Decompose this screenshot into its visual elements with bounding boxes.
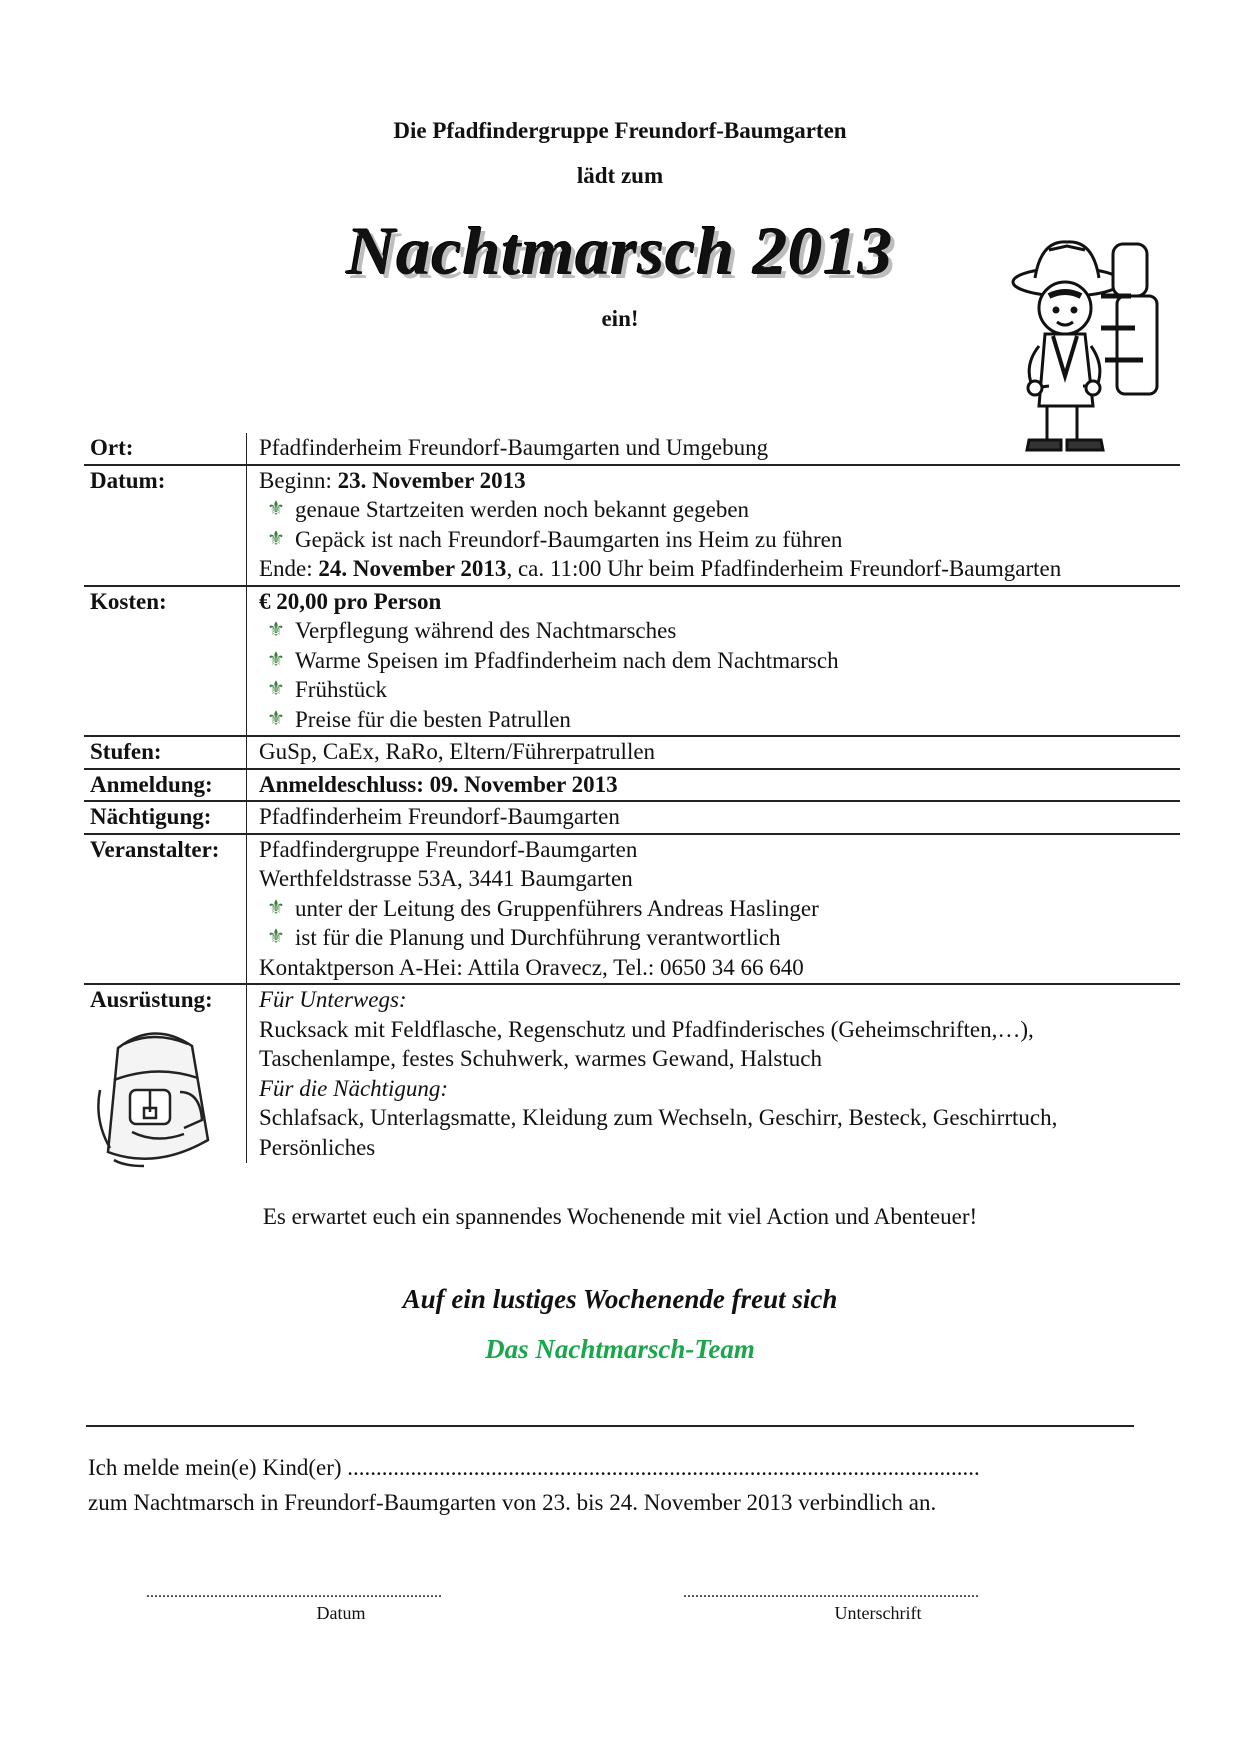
fleur-de-lis-icon: ⚜ <box>267 648 285 671</box>
invite-message: Es erwartet euch ein spannendes Wochenende mit viel Action und Abenteuer! <box>262 1204 978 1229</box>
page-title: Nachtmarsch 2013 <box>346 213 894 289</box>
list-item: ⚜ Warme Speisen im Pfadfinderheim nach dem Nachtmarsch <box>259 646 1180 676</box>
row-label: Stufen: <box>90 739 162 764</box>
row-kosten <box>84 587 1180 738</box>
list-item: ⚜ Gepäck ist nach Freundorf-Baumgarten ins Heim zu führen <box>259 525 1180 555</box>
row-value: GuSp, CaEx, RaRo, Eltern/Führerpatrullen <box>246 737 1180 768</box>
list-item: ⚜ Verpflegung während des Nachtmarsches <box>259 616 1180 646</box>
organizer-line: Die Pfadfindergruppe Freundorf-Baumgarten <box>393 118 847 143</box>
list-item: ⚜ ist für die Planung und Durchführung verantwortlich <box>259 923 1180 953</box>
row-value: Pfadfinderheim Freundorf-Baumgarten <box>246 802 1180 833</box>
equipment-text: Rucksack mit Feldflasche, Regenschutz und Pfadfinderisches (Geheimschriften,…), <box>259 1016 1034 1042</box>
list-item: ⚜ Frühstück <box>259 675 1180 705</box>
backpack-illustration <box>84 1020 228 1172</box>
fleur-de-lis-icon: ⚜ <box>267 527 285 550</box>
list-item: ⚜ Preise für die besten Patrullen <box>259 705 1180 735</box>
row-label: Datum: <box>90 467 166 493</box>
info-table <box>84 433 1180 1163</box>
invite-line: lädt zum <box>576 163 664 188</box>
row-label: Ausrüstung: <box>90 987 213 1012</box>
divider <box>86 1425 1134 1427</box>
row-label: Kosten: <box>90 588 167 614</box>
row-value: Anmeldeschluss: 09. November 2013 <box>246 770 1180 801</box>
organizer-name: Pfadfindergruppe Freundorf-Baumgarten <box>259 836 638 862</box>
row-datum <box>84 466 1180 587</box>
contact-line: Kontaktperson A-Hei: Attila Oravecz, Tel.: 0650 34 66 640 <box>259 954 804 980</box>
row-label: Anmeldung: <box>90 771 213 797</box>
row-label: Nächtigung: <box>90 804 212 829</box>
signature-label: Unterschrift <box>834 1603 922 1623</box>
equipment-subheading: Für Unterwegs: <box>259 987 407 1012</box>
fleur-de-lis-icon: ⚜ <box>267 498 285 520</box>
date-field-line[interactable]: .......................................................................... <box>146 1584 442 1601</box>
row-naechtigung <box>84 802 1180 835</box>
equipment-text: Schlafsack, Unterlagsmatte, Kleidung zum Wechseln, Geschirr, Besteck, Geschirrtuch, <box>259 1105 1058 1130</box>
row-value <box>246 985 1180 1163</box>
price: € 20,00 pro Person <box>259 588 442 614</box>
row-ausruestung <box>84 985 1180 1163</box>
begin-date: 23. November 2013 <box>337 467 526 493</box>
row-anmeldung <box>84 770 1180 803</box>
row-label: Ort: <box>90 435 134 460</box>
row-value <box>246 835 1180 984</box>
equipment-text: Persönliches <box>259 1134 376 1160</box>
begin-line <box>259 466 1180 496</box>
row-stufen <box>84 737 1180 770</box>
list-item: ⚜ genaue Startzeiten werden noch bekannt gegeben <box>259 495 1180 525</box>
begin-prefix: Beginn: <box>259 467 338 493</box>
invite-end-line: ein! <box>601 306 639 331</box>
registration-line: Ich melde mein(e) Kind(er) .............................................................................................................. <box>88 1455 980 1480</box>
date-label: Datum <box>316 1603 366 1623</box>
fleur-de-lis-icon: ⚜ <box>267 896 285 919</box>
row-value: Pfadfinderheim Freundorf-Baumgarten und Umgebung <box>246 433 1180 464</box>
signature-field-line[interactable]: .......................................................................... <box>683 1584 979 1601</box>
row-value <box>246 466 1180 585</box>
equipment-subheading: Für die Nächtigung: <box>259 1075 449 1101</box>
fleur-de-lis-icon: ⚜ <box>267 619 285 641</box>
greeting: Auf ein lustiges Wochenende freut sich <box>402 1284 838 1314</box>
fleur-de-lis-icon: ⚜ <box>267 926 285 948</box>
registration-line: zum Nachtmarsch in Freundorf-Baumgarten von 23. bis 24. November 2013 verbindlich an. <box>88 1490 937 1515</box>
organizer-address: Werthfeldstrasse 53A, 3441 Baumgarten <box>259 866 633 891</box>
fleur-de-lis-icon: ⚜ <box>267 707 285 730</box>
row-ort <box>84 433 1180 466</box>
end-line: Ende: 24. November 2013, ca. 11:00 Uhr beim Pfadfinderheim Freundorf-Baumgarten <box>259 556 1062 581</box>
equipment-text: Taschenlampe, festes Schuhwerk, warmes Gewand, Halstuch <box>259 1046 822 1071</box>
row-value <box>246 587 1180 736</box>
team-signature: Das Nachtmarsch-Team <box>485 1334 755 1364</box>
list-item: ⚜ unter der Leitung des Gruppenführers Andreas Haslinger <box>259 894 1180 924</box>
row-veranstalter <box>84 835 1180 986</box>
row-label: Veranstalter: <box>90 836 220 862</box>
fleur-de-lis-icon: ⚜ <box>267 678 285 700</box>
scout-figure-illustration <box>1005 236 1165 458</box>
